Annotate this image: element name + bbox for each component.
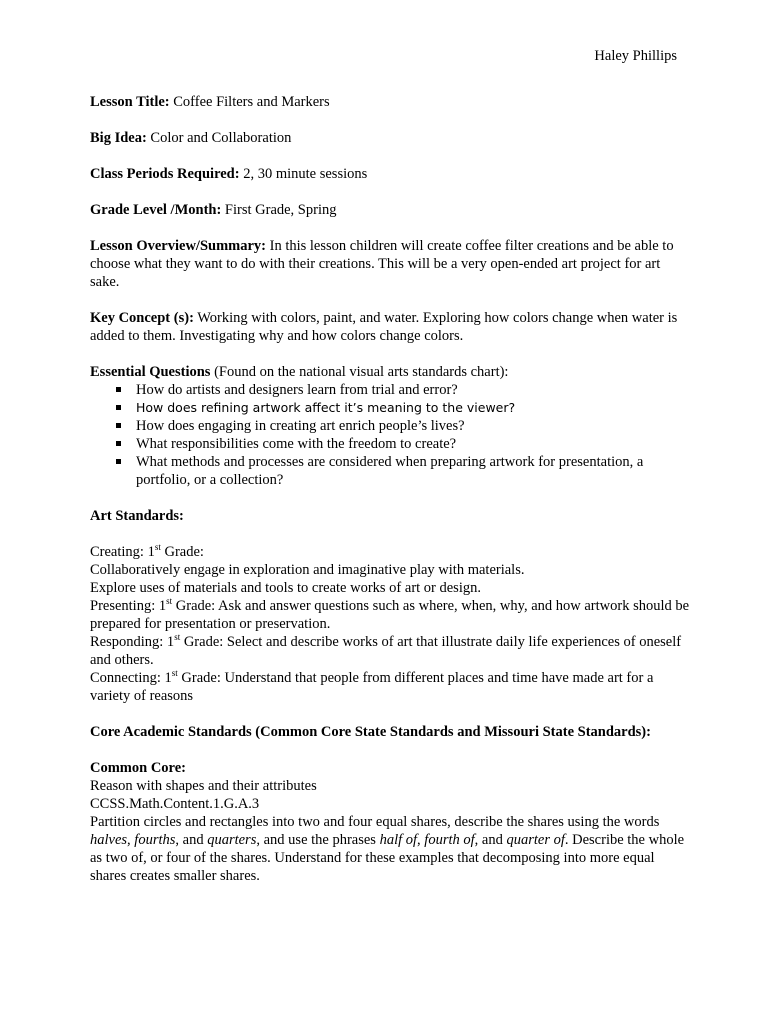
creating-standard — [90, 543, 690, 561]
creating-line-2: Explore uses of materials and tools to create works of art or design. — [90, 580, 481, 596]
grade-level-label: Grade Level /Month: — [90, 202, 222, 218]
description-part: , and — [474, 832, 507, 848]
list-item: How do artists and designers learn from trial and error? — [90, 381, 690, 399]
creating-line-1: Collaboratively engage in exploration and imaginative play with materials. — [90, 562, 525, 578]
art-standards-heading: Art Standards: — [90, 508, 184, 524]
big-idea-label: Big Idea: — [90, 130, 147, 146]
essential-questions-intro — [90, 363, 690, 381]
grade-level — [90, 201, 690, 219]
presenting-suffix: Grade: Ask and answer questions such as where, when, why, and how artwork should be prepared for presentation or preservation. — [90, 598, 690, 632]
list-item: What responsibilities come with the freedom to create? — [90, 435, 690, 453]
essential-questions-list — [90, 381, 690, 489]
connecting-suffix: Grade: Understand that people from different places and time have made art for a variety of reasons — [90, 670, 654, 704]
description-part: . Describe the whole as two of, or four of the shares. Understand for these examples that decomposing into more equal shares creates smaller shares. — [90, 832, 685, 884]
description-part: , — [417, 832, 425, 848]
connecting-prefix: Connecting: 1 — [90, 670, 172, 686]
common-core-heading: Common Core: — [90, 760, 186, 776]
lesson-title-label: Lesson Title: — [90, 94, 170, 110]
responding-standard — [90, 633, 690, 669]
overview-label: Lesson Overview/Summary: — [90, 238, 266, 254]
class-periods-value: 2, 30 minute sessions — [239, 166, 368, 182]
term-halves: halves — [90, 832, 128, 848]
description-part: , and — [175, 832, 208, 848]
responding-suffix: Grade: Select and describe works of art that illustrate daily life experiences of oneself and others. — [90, 634, 682, 668]
term-fourth-of: fourth of — [424, 832, 475, 848]
term-half-of: half of — [379, 832, 418, 848]
class-periods — [90, 165, 690, 183]
description-part: Partition circles and rectangles into two and four equal shares, describe the shares using the words — [90, 814, 660, 830]
connecting-standard — [90, 669, 690, 705]
term-quarter-of: quarter of — [506, 832, 565, 848]
core-standards-heading: Core Academic Standards (Common Core State Standards and Missouri State Standards): — [90, 724, 651, 740]
ordinal-suffix: st — [171, 668, 178, 679]
creating-suffix: Grade: — [160, 544, 204, 560]
grade-level-value: First Grade, Spring — [221, 202, 337, 218]
overview-value: In this lesson children will create coffee filter creations and be able to choose what they want to do with their creations. This will be a very open-ended art project for art sake. — [90, 238, 674, 290]
list-item: How does refining artwork affect it’s meaning to the viewer? — [90, 399, 690, 417]
big-idea — [90, 129, 690, 147]
lesson-overview — [90, 237, 690, 291]
author-name: Haley Phillips — [594, 48, 677, 64]
lesson-plan-body — [90, 93, 690, 885]
key-concept-value: Working with colors, paint, and water. Exploring how colors change when water is added to them. Investigating why and how colors change colors. — [90, 310, 678, 344]
big-idea-value: Color and Collaboration — [146, 130, 292, 146]
list-item: How does engaging in creating art enrich people’s lives? — [90, 417, 690, 435]
ordinal-suffix: st — [174, 632, 181, 643]
lesson-title-value: Coffee Filters and Markers — [169, 94, 330, 110]
common-core-description — [90, 813, 690, 885]
essential-questions-label: Essential Questions — [90, 364, 211, 380]
presenting-standard — [90, 597, 690, 633]
list-item: What methods and processes are considered when preparing artwork for presentation, a portfolio, or a collection? — [90, 453, 690, 489]
description-part: , and use the phrases — [256, 832, 380, 848]
presenting-prefix: Presenting: 1 — [90, 598, 167, 614]
ordinal-suffix: st — [154, 542, 161, 553]
key-concept — [90, 309, 690, 345]
common-core-line-1: Reason with shapes and their attributes — [90, 778, 317, 794]
ordinal-suffix: st — [166, 596, 173, 607]
essential-questions-note: (Found on the national visual arts standards chart): — [210, 364, 509, 380]
class-periods-label: Class Periods Required: — [90, 166, 240, 182]
creating-prefix: Creating: 1 — [90, 544, 155, 560]
term-fourths: fourths — [134, 832, 176, 848]
responding-prefix: Responding: 1 — [90, 634, 175, 650]
common-core-code: CCSS.Math.Content.1.G.A.3 — [90, 796, 260, 812]
description-part: , — [127, 832, 135, 848]
term-quarters: quarters — [207, 832, 257, 848]
key-concept-label: Key Concept (s): — [90, 310, 194, 326]
lesson-title — [90, 93, 690, 111]
